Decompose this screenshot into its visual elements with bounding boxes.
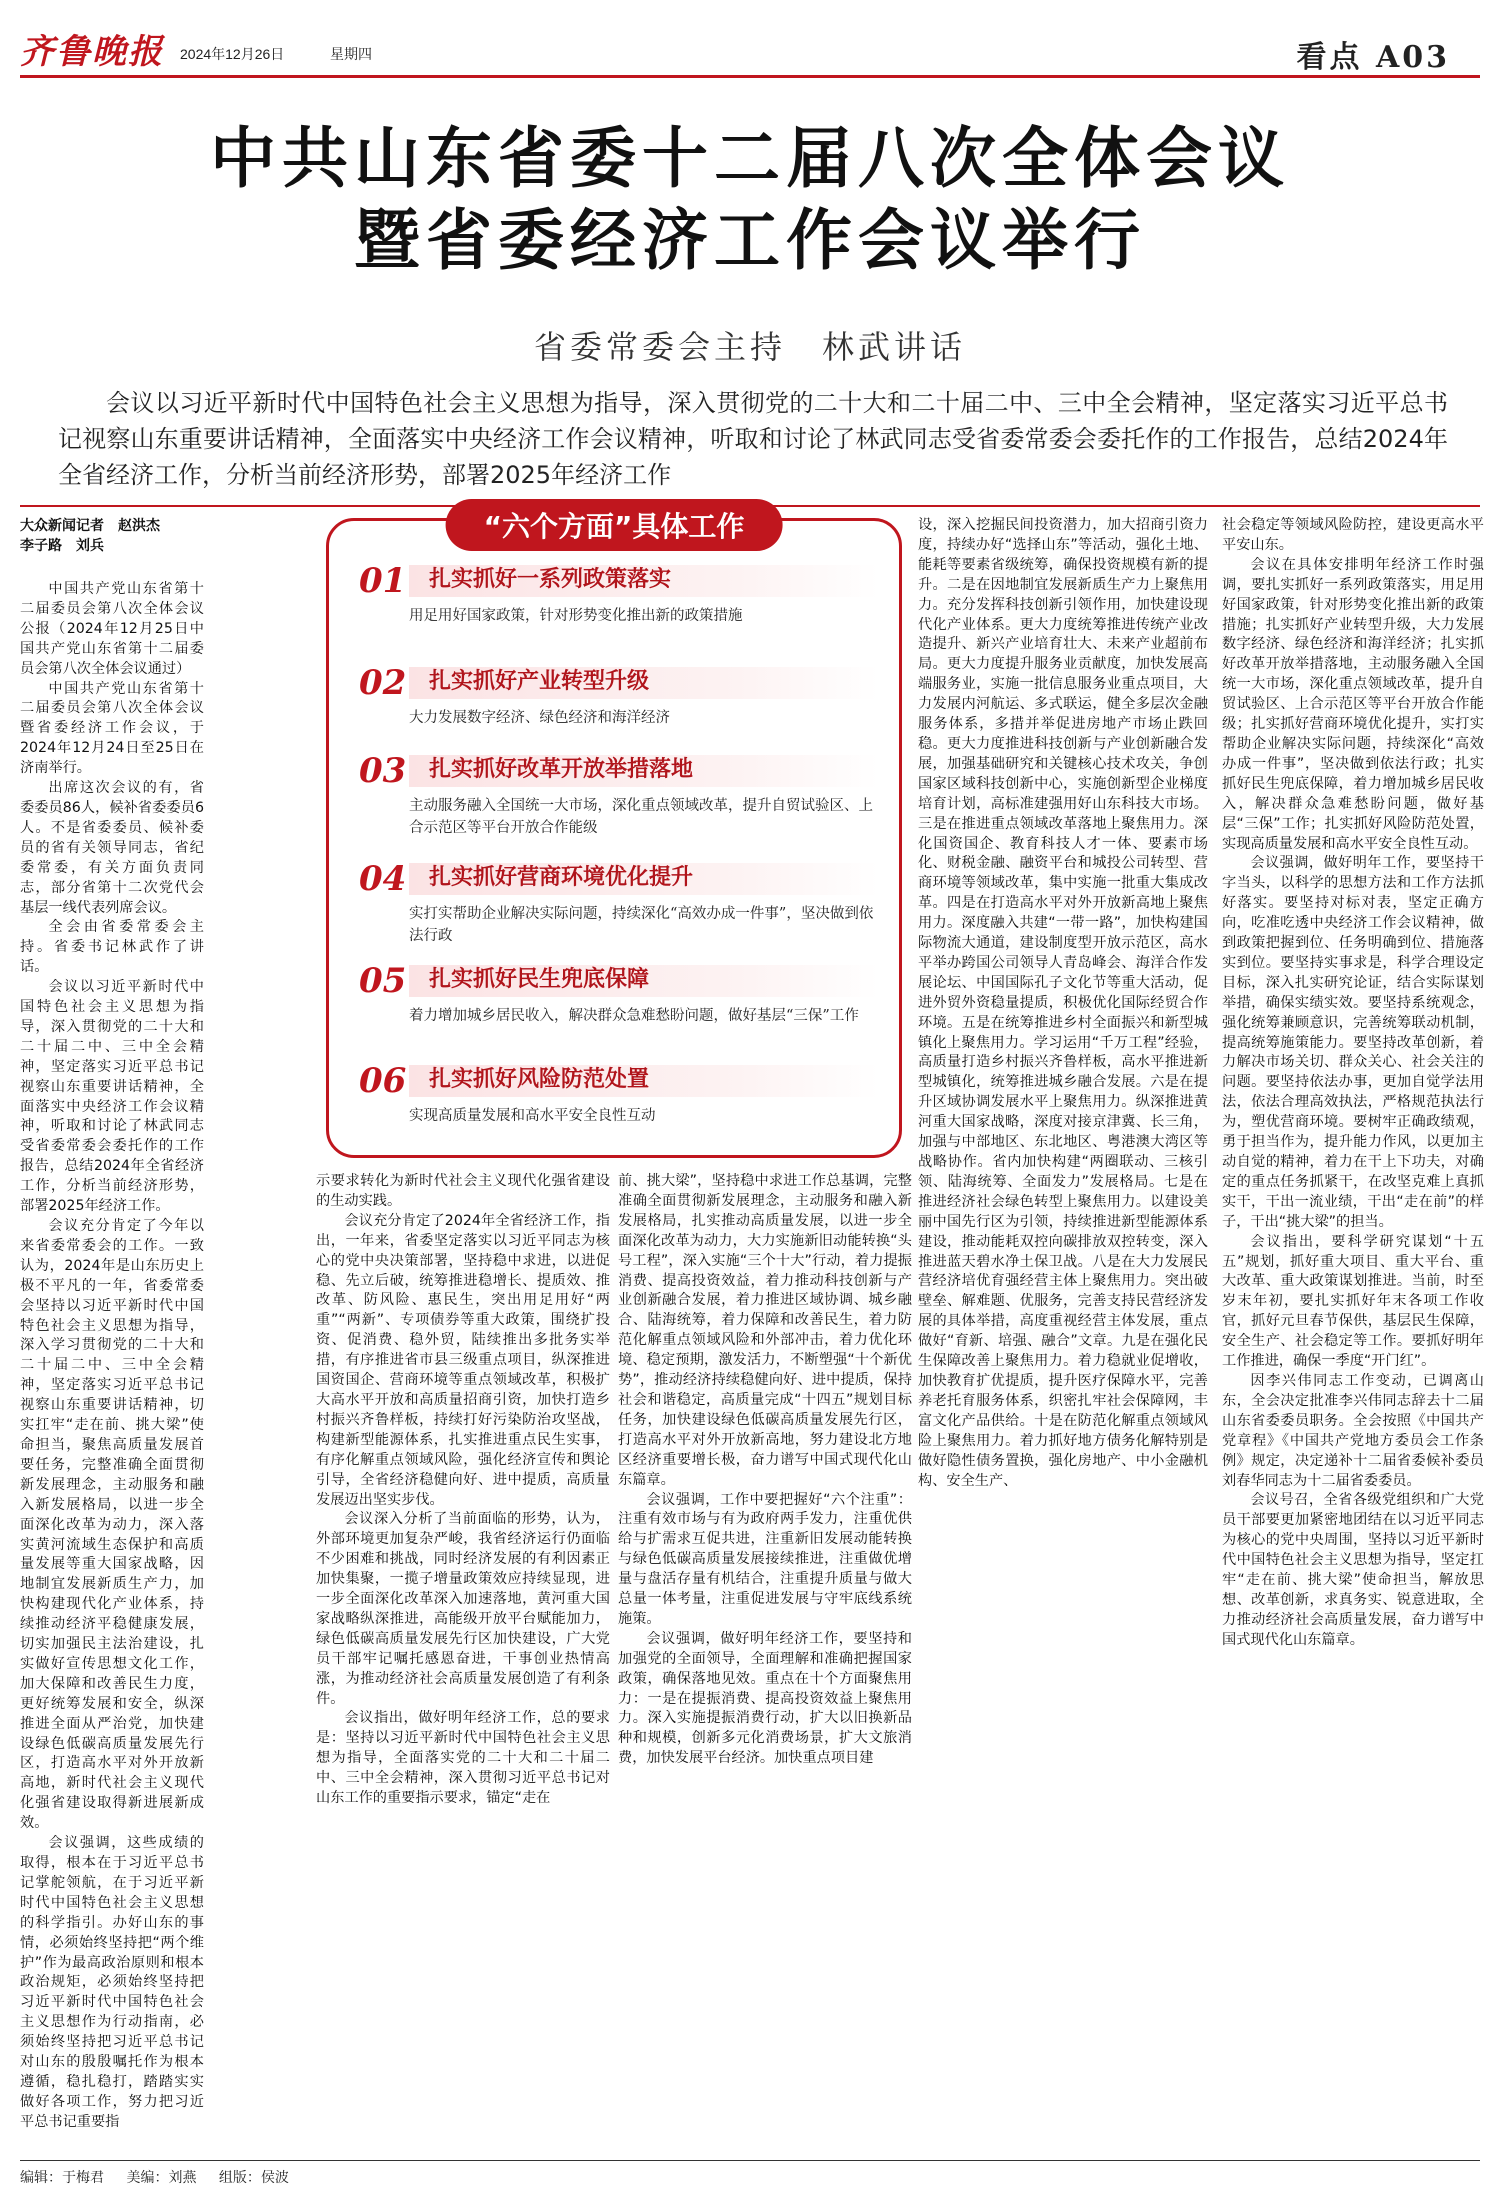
article-paragraph: 全会由省委常委会主持。省委书记林武作了讲话。 [20,919,204,976]
artist-credit: 美编：刘燕 [126,2170,197,2186]
article-paragraph: 前、挑大梁”，坚持稳中求进工作总基调，完整准确全面贯彻新发展理念，主动服务和融入新发展格局，扎实推动高质量发展，以进一步全面深化改革为动力，大力实施新旧动能转换“头号工程”，深入实施“三个十大”行动，着力提振消费、提高投资效益，着力推动科技创新与产业创新融合发展，着力推进区域协调、城乡融合、陆海统筹，着力保障和改善民生，着力防范化解重点领域风险和外部冲击，着力优化环境、稳定预期，激发活力，不断塑强“十个新优势”，推动经济持续稳健向好、进中提质，保持社会和谐稳定，高质量完成“十四五”规划目标任务，加快建设绿色低碳高质量发展先行区，打造高水平对外开放新高地，努力建设北方地区经济重要增长极，奋力谱写中国式现代化山东篇章。 [618,1173,912,1488]
headline-line-1: 中共山东省委十二届八次全体会议 [210,119,1290,197]
article-paragraph: 中国共产党山东省第十二届委员会第八次全体会议公报（2024年12月25日中国共产党山东省第十二届委员会第八次全体会议通过） [20,581,204,677]
aspect-number: 04 [359,859,407,899]
aspect-title: 扎实抓好产业转型升级 [429,669,650,694]
article-paragraph: 会议充分肯定了2024年全省经济工作，指出，一年来，省委坚定落实以习近平同志为核心的党中央决策部署，坚持稳中求进，以进促稳、先立后破，统筹推进稳增长、提质效、推改革、防风险、惠民生，突出用足用好“两重”“两新”、专项债券等重大政策，围绕扩投资、促消费、稳外贸，陆续推出多批务实举措，有序推进省市县三级重点项目，纵深推进国资国企、营商环境等重点领域改革，积极扩大高水平开放和高质量招商引资，加快打造乡村振兴齐鲁样板，持续打好污染防治攻坚战，构建新型能源体系，扎实推进重点民生实事，有序化解重点领域风险，强化经济宣传和舆论引导，全省经济稳健向好、进中提质，高质量发展迈出坚实步伐。 [316,1212,610,1508]
article-column-4 [918,516,1208,2202]
aspect-title: 扎实抓好风险防范处置 [429,1067,650,1092]
article-paragraph: 会议强调，做好明年经济工作，要坚持和加强党的全面领导，全面理解和准确把握国家政策，确保落地见效。重点在十个方面聚焦用力：一是在提振消费、提高投资效益上聚焦用力。深入实施提振消费行动，扩大以旧换新品种和规模，创新多元化消费场景，扩大文旅消费，加快发展平台经济。加快重点项目建 [618,1630,912,1767]
article-paragraph: 出席这次会议的有，省委委员86人，候补省委委员6人。不是省委委员、候补委员的省有关领导同志，省纪委常委，有关方面负责同志，部分省第十二次党代会基层一线代表列席会议。 [20,780,204,916]
article-paragraph: 会议强调，这些成绩的取得，根本在于习近平总书记掌舵领航，在于习近平新时代中国特色社会主义思想的科学指引。办好山东的事情，必须始终坚持把“两个维护”作为最高政治原则和根本政治规矩，必须始终坚持把习近平新时代中国特色社会主义思想作为行动指南，必须始终坚持把习近平总书记对山东的殷殷嘱托作为根本遵循，稳扎稳打，踏踏实实做好各项工作，努力把习近平总书记重要指 [20,1835,204,2130]
editor-credit: 编辑：于梅君 [20,2170,104,2186]
aspect-number: 02 [359,663,407,703]
article-paragraph: 会议充分肯定了今年以来省委常委会的工作。一致认为，2024年是山东历史上极不平凡的一年，省委常委会坚持以习近平新时代中国特色社会主义思想为指导，深入学习贯彻党的二十大和二十届二中、三中全会精神，坚定落实习近平总书记视察山东重要讲话精神，切实扛牢“走在前、挑大梁”使命担当，聚焦高质量发展首要任务，完整准确全面贯彻新发展理念，主动服务和融入新发展格局，以进一步全面深化改革为动力，深入落实黄河流域生态保护和高质量发展等重大国家战略，因地制宜发展新质生产力，加快构建现代化产业体系，持续推动经济平稳健康发展，切实加强民主法治建设，扎实做好宣传思想文化工作，加大保障和改善民生力度，更好统筹发展和安全，纵深推进全面从严治党，加快建设绿色低碳高质量发展先行区，打造高水平对外开放新高地，新时代社会主义现代化强省建设取得新进展新成效。 [20,1218,204,1832]
article-paragraph: 会议指出，要科学研究谋划“十五五”规划，抓好重大项目、重大平台、重大改革、重大政策谋划推进。当前，时至岁末年初，要扎实抓好年末各项工作收官，抓好元旦春节保供，基层民生保障，安全生产、社会稳定等工作。要抓好明年工作推进，确保一季度“开门红”。 [1222,1233,1484,1370]
layout-credit: 组版：侯波 [218,2170,289,2186]
article-paragraph: 因李兴伟同志工作变动，已调离山东，全会决定批准李兴伟同志辞去十二届山东省委委员职务。全会按照《中国共产党章程》《中国共产党地方委员会工作条例》规定，决定递补十二届省委候补委员刘春华同志为十二届省委委员。 [1222,1372,1484,1489]
article-column-2 [316,1172,610,2202]
article-paragraph: 会议强调，工作中要把握好“六个注重”：注重有效市场与有为政府两手发力，注重优供给与扩需求互促共进，注重新旧发展动能转换与绿色低碳高质量发展接续推进，注重做优增量与盘活存量有机结合，注重提升质量与做大总量一体考量，注重促进发展与守牢底线系统施策。 [618,1491,912,1627]
aspect-title: 扎实抓好一系列政策落实 [429,567,672,592]
byline [20,516,210,556]
article-paragraph: 会议强调，做好明年工作，要坚持干字当头，以科学的思想方法和工作方法抓好落实。要坚持对标对表，坚定正确方向，吃准吃透中央经济工作会议精神，做到政策把握到位、任务明确到位、措施落实到位。要坚持实事求是，科学合理设定目标，深入扎实研究论证，结合实际谋划举措，确保实绩实效。要坚持系统观念，强化统筹兼顾意识，完善统筹联动机制，提高统筹施策能力。要坚持改革创新，着力解决市场关切、群众关心、社会关注的问题。要坚持依法办事，更加自觉学法用法，依法合理高效执法，严格规范执法行为，塑优营商环境。要树牢正确政绩观，勇于担当作为，提升能力作风，以更加主动自觉的精神，着力在干上下功夫，对确定的重点任务抓紧干，在改坚克难上真抓实干，干出一流业绩，干出“走在前”的样子，干出“挑大梁”的担当。 [1222,855,1484,1230]
lead-paragraph: 会议以习近平新时代中国特色社会主义思想为指导，深入贯彻党的二十大和二十届二中、三中全会精神，坚定落实习近平总书记视察山东重要讲话精神，全面落实中央经济工作会议精神，听取和讨论了林武同志受省委常委会委托作的工作报告，总结2024年全省经济工作，分析当前经济形势，部署2025年经济工作 [58,389,1448,489]
aspect-description: 着力增加城乡居民收入，解决群众急难愁盼问题，做好基层“三保”工作 [409,1008,859,1024]
article-paragraph: 会议号召，全省各级党组织和广大党员干部要更加紧密地团结在以习近平同志为核心的党中央周围，坚持以习近平新时代中国特色社会主义思想为指导，坚定扛牢“走在前、挑大梁”使命担当，解放思想、改革创新，求真务实、锐意进取，全力推动经济社会高质量发展，奋力谱写中国式现代化山东篇章。 [1222,1492,1484,1648]
aspect-number: 06 [359,1061,407,1101]
aspect-description: 实打实帮助企业解决实际问题，持续深化“高效办成一件事”，坚决做到依法行政 [409,906,874,944]
article-paragraph: 示要求转化为新时代社会主义现代化强省建设的生动实践。 [316,1173,610,1209]
box-title: “六个方面”具体工作 [446,499,783,551]
article-paragraph: 会议指出，做好明年经济工作，总的要求是：坚持以习近平新时代中国特色社会主义思想为指导，全面落实党的二十大和二十届二中、三中全会精神，深入贯彻习近平总书记对山东工作的重要指示要求，锚定“走在 [316,1710,610,1807]
aspect-description: 主动服务融入全国统一大市场，深化重点领域改革，提升自贸试验区、上合示范区等平台开放合作能级 [409,798,873,836]
aspect-number: 01 [359,561,407,601]
six-aspects-box [326,510,902,1158]
article-paragraph: 会议以习近平新时代中国特色社会主义思想为指导，深入贯彻党的二十大和二十届二中、三中全会精神，坚定落实习近平总书记视察山东重要讲话精神，全面落实中央经济工作会议精神，听取和讨论了林武同志受省委常委会委托作的工作报告，总结2024年全省经济工作，分析当前经济形势，部署2025年经济工作。 [20,979,204,1215]
article-paragraph: 会议深入分析了当前面临的形势，认为，外部环境更加复杂严峻，我省经济运行仍面临不少困难和挑战，同时经济发展的有利因素正加快集聚，一揽子增量政策效应持续显现，进一步全面深化改革深入加速落地，黄河重大国家战略纵深推进，高能级开放平台赋能加力，绿色低碳高质量发展先行区加快建设，广大党员干部牢记嘱托感恩奋进，干事创业热情高涨，为推动经济社会高质量发展创造了有利条件。 [316,1511,610,1707]
aspect-description: 实现高质量发展和高水平安全良性互动 [409,1108,656,1124]
aspect-title: 扎实抓好民生兜底保障 [429,967,650,992]
article-paragraph: 社会稳定等领域风险防控，建设更高水平平安山东。 [1222,517,1484,553]
section-page-label: 看点 A03 [1296,40,1450,75]
aspect-description: 大力发展数字经济、绿色经济和海洋经济 [409,710,670,726]
newspaper-logo: 齐鲁晚报 [20,32,164,72]
byline-line: 李子路 刘兵 [20,538,104,554]
page-footer [20,2160,1480,2187]
aspect-number: 03 [359,751,407,791]
aspect-title: 扎实抓好营商环境优化提升 [429,865,694,890]
article-column-3 [618,1172,912,2202]
article-paragraph: 设，深入挖掘民间投资潜力，加大招商引资力度，持续办好“选择山东”等活动，强化土地、能耗等要素省级统筹，确保投资规模有新的提升。二是在因地制宜发展新质生产力上聚焦用力。充分发挥科技创新引领作用，加快建设现代化产业体系。更大力度统筹推进传统产业改造提升、新兴产业培育壮大、未来产业超前布局。更大力度提升服务业贡献度，加快发展高端服务业，实施一批信息服务业重点项目，大力发展内河航运、多式联运，健全多层次金融服务体系，多措并举促进房地产市场止跌回稳。更大力度推进科技创新与产业创新融合发展，加强基础研究和关键核心技术攻关，争创国家区域科技创新中心，实施创新型企业梯度培育计划，高标准建强用好山东科技大市场。三是在推进重点领域改革落地上聚焦用力。深化国资国企、教育科技人才一体、要素市场化、财税金融、融资平台和城投公司转型、营商环境等领域改革，集中实施一批重大集成改革。四是在打造高水平对外开放新高地上聚焦用力。深度融入共建“一带一路”，加快构建国际物流大通道，建设制度型开放示范区，高水平举办跨国公司领导人青岛峰会、海洋合作发展论坛、中国国际孔子文化节等重大活动，促进外贸外资稳量提质，积极优化国际经贸合作环境。五是在统筹推进乡村全面振兴和新型城镇化上聚焦用力。学习运用“千万工程”经验，高质量打造乡村振兴齐鲁样板，高水平推进新型城镇化，统筹推进城乡融合发展。六是在提升区域协调发展水平上聚焦用力。纵深推进黄河重大国家战略，深度对接京津冀、长三角，加强与中部地区、东北地区、粤港澳大湾区等战略协作。省内加快构建“两圈联动、三核引领、陆海统筹、全面发力”发展格局。七是在推进经济社会绿色转型上聚焦用力。以建设美丽中国先行区为引领，持续推进新型能源体系建设，推动能耗双控向碳排放双控转变，深入推进蓝天碧水净土保卫战。八是在大力发展民营经济培优育强经营主体上聚焦用力。突出破壁垒、解难题、优服务，完善支持民营经济发展的具体举措，高度重视经营主体发展，重点做好“育新、培强、融合”文章。九是在强化民生保障改善上聚焦用力。着力稳就业促增收，加快教育扩优提质，提升医疗保障水平，完善养老托育服务体系，织密扎牢社会保障网，丰富文化产品供给。十是在防范化解重点领域风险上聚焦用力。着力抓好地方债务化解特别是做好隐性债务置换，强化房地产、中小金融机构、安全生产、 [918,517,1208,1489]
article-paragraph: 会议在具体安排明年经济工作时强调，要扎实抓好一系列政策落实，用足用好国家政策，针对形势变化推出新的政策措施；扎实抓好产业转型升级，大力发展数字经济、绿色经济和海洋经济；扎实抓好改革开放举措落地，主动服务融入全国统一大市场，深化重点领域改革，提升自贸试验区、上合示范区等平台开放合作能级；扎实抓好营商环境优化提升，实打实帮助企业解决实际问题，持续深化“高效办成一件事”，坚决做到依法行政；扎实抓好民生兜底保障，着力增加城乡居民收入，解决群众急难愁盼问题，做好基层“三保”工作；扎实抓好风险防范处置，实现高质量发展和高水平安全良性互动。 [1222,556,1484,852]
subheadline: 省委常委会主持 林武讲话 [533,328,966,366]
aspect-description: 用足用好国家政策，针对形势变化推出新的政策措施 [409,608,743,624]
masthead [20,24,1480,78]
article-paragraph: 中国共产党山东省第十二届委员会第八次全体会议暨省委经济工作会议，于2024年12月24日至25日在济南举行。 [20,680,204,777]
issue-date: 2024年12月26日 [180,46,285,62]
article-column-5 [1222,516,1484,2202]
issue-weekday: 星期四 [330,46,372,62]
article-column-1 [20,580,204,2202]
aspect-number: 05 [359,961,407,1001]
aspect-title: 扎实抓好改革开放举措落地 [429,757,694,782]
byline-line: 大众新闻记者 赵洪杰 [20,518,160,534]
headline-line-2: 暨省委经济工作会议举行 [354,201,1146,279]
